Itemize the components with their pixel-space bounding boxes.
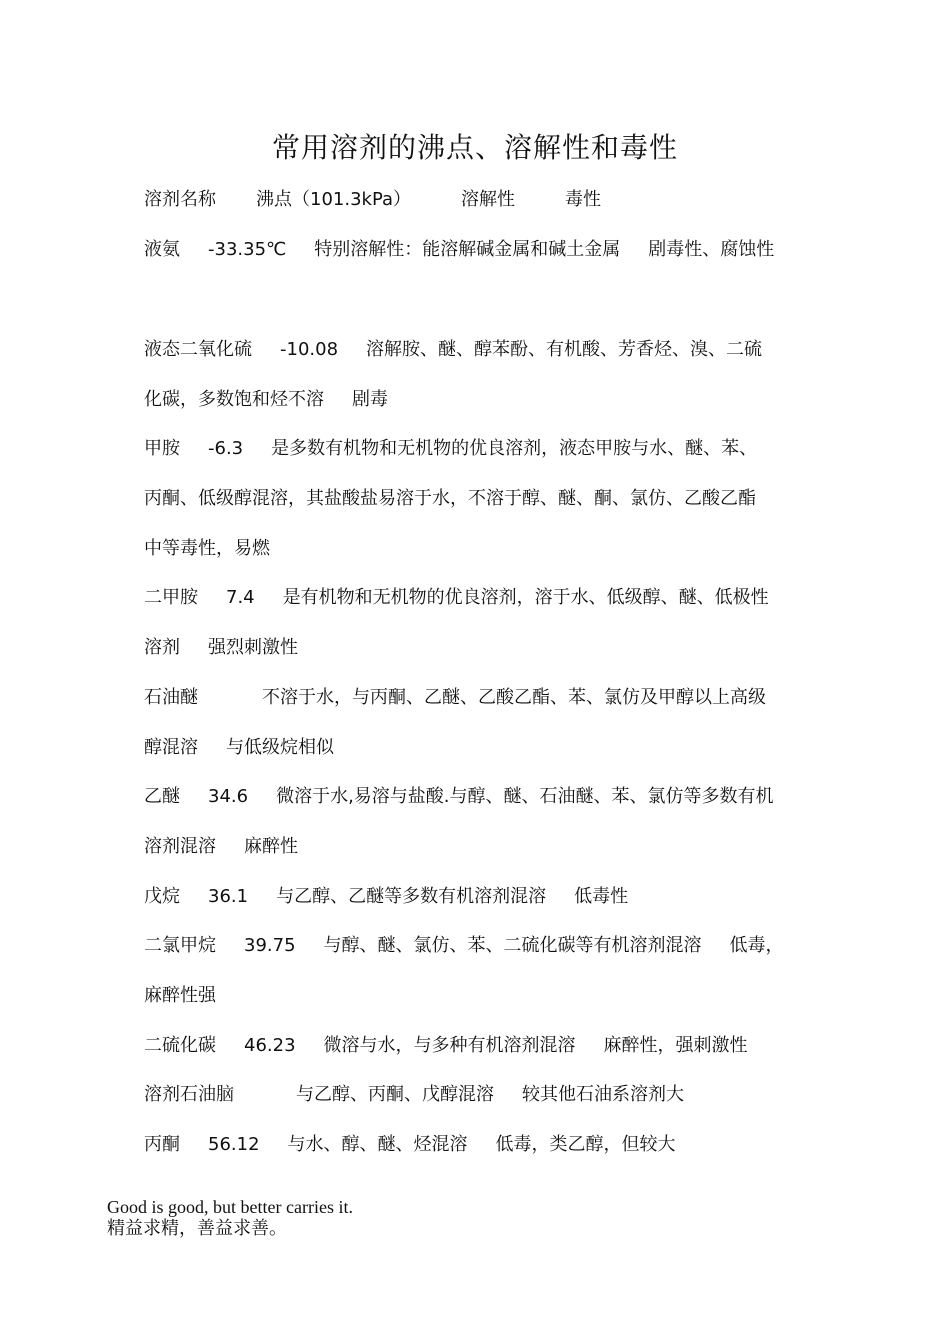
continuation-line (144, 731, 830, 765)
continuation-line (144, 631, 830, 665)
solvent-row (144, 1029, 830, 1063)
footer-english: Good is good, but better carries it. (107, 1197, 353, 1217)
toxicity-text: 低毒性 (574, 886, 629, 907)
solvent-row (144, 581, 830, 615)
solvent-row (144, 432, 830, 466)
toxicity-text: 麻醉性 (244, 836, 298, 857)
solvent-row (144, 929, 830, 963)
solubility-text: 微溶与水，与多种有机溶剂混溶 (323, 1035, 576, 1056)
solubility-text: 化碳，多数饱和烃不溶 (144, 389, 324, 410)
boiling-point: 39.75 (244, 935, 296, 956)
solvent-row (144, 333, 830, 367)
continuation-line (144, 830, 830, 864)
solvent-name: 石油醚 (144, 687, 198, 708)
toxicity-text: 低毒，类乙醇，但较大 (495, 1134, 676, 1155)
solubility-text: 溶剂 (144, 637, 180, 658)
header-solubility: 溶解性 (461, 189, 516, 210)
solubility-text: 溶解胺、醚、醇苯酚、有机酸、芳香烃、溴、二硫 (366, 339, 763, 360)
page-title: 常用溶剂的沸点、溶解性和毒性 (271, 131, 678, 164)
solvent-row (144, 780, 830, 814)
continuation-line (144, 532, 830, 566)
boiling-point: 34.6 (208, 786, 249, 807)
solvent-row (144, 880, 830, 914)
solvent-row (144, 1128, 830, 1162)
boiling-point: -33.35℃ (208, 239, 287, 260)
header-toxicity: 毒性 (565, 189, 602, 210)
toxicity-text: 较其他石油系溶剂大 (522, 1084, 684, 1105)
continuation-line (144, 383, 830, 417)
boiling-point: 56.12 (208, 1134, 260, 1155)
solvent-name: 戊烷 (144, 886, 180, 907)
solubility-text: 不溶于水，与丙酮、乙醚、乙酸乙酯、苯、氯仿及甲醇以上高级 (262, 687, 766, 708)
boiling-point: -10.08 (280, 339, 339, 360)
solvent-name: 溶剂石油脑 (144, 1084, 234, 1105)
solvent-name: 液氨 (144, 239, 180, 260)
solubility-text: 丙酮、低级醇混溶，其盐酸盐易溶于水，不溶于醇、醚、酮、氯仿、乙酸乙酯 (144, 488, 756, 509)
solvent-name: 乙醚 (144, 786, 180, 807)
solubility-text: 溶剂混溶 (144, 836, 216, 857)
solubility-text: 醇混溶 (144, 737, 198, 758)
solubility-text: 与水、醇、醚、烃混溶 (287, 1134, 468, 1155)
boiling-point: 7.4 (226, 587, 255, 608)
footer-chinese: 精益求精，善益求善。 (107, 1218, 287, 1239)
solvent-name: 二甲胺 (144, 587, 198, 608)
boiling-point: 36.1 (208, 886, 249, 907)
solubility-text: 与醇、醚、氯仿、苯、二硫化碳等有机溶剂混溶 (323, 935, 702, 956)
solubility-text: 是有机物和无机物的优良溶剂，溶于水、低级醇、醚、低极性 (282, 587, 769, 608)
toxicity-text: 麻醉性强 (144, 985, 216, 1006)
header-solvent-name: 溶剂名称 (144, 189, 216, 210)
solubility-text: 与乙醇、乙醚等多数有机溶剂混溶 (276, 886, 547, 907)
boiling-point: -6.3 (208, 438, 244, 459)
solvent-name: 二硫化碳 (144, 1035, 216, 1056)
solubility-text: 与乙醇、丙酮、戊醇混溶 (296, 1084, 494, 1105)
boiling-point: 46.23 (244, 1035, 296, 1056)
continuation-line (144, 482, 830, 516)
solvent-name: 丙酮 (144, 1134, 180, 1155)
toxicity-text: 剧毒 (352, 389, 388, 410)
solvent-row (144, 681, 830, 715)
solvent-name: 二氯甲烷 (144, 935, 216, 956)
solvent-row (144, 1078, 830, 1112)
toxicity-text: 麻醉性，强刺激性 (603, 1035, 748, 1056)
header-boiling-point: 沸点（101.3kPa） (256, 189, 412, 210)
toxicity-text: 中等毒性，易燃 (144, 538, 270, 559)
solubility-text: 是多数有机物和无机物的优良溶剂，液态甲胺与水、醚、苯、 (271, 438, 758, 459)
toxicity-text: 强烈刺激性 (208, 637, 298, 658)
toxicity-text: 低毒， (729, 935, 784, 956)
solvent-name: 甲胺 (144, 438, 180, 459)
solvent-name: 液态二氧化硫 (144, 339, 252, 360)
toxicity-text: 剧毒性、腐蚀性 (648, 239, 775, 260)
toxicity-text: 与低级烷相似 (226, 737, 334, 758)
table-header-row (144, 183, 830, 217)
solubility-text: 微溶于水,易溶与盐酸.与醇、醚、石油醚、苯、氯仿等多数有机 (276, 786, 774, 807)
solubility-text: 特别溶解性：能溶解碱金属和碱土金属 (314, 239, 621, 260)
continuation-line (144, 979, 830, 1013)
solvent-row (144, 233, 830, 267)
